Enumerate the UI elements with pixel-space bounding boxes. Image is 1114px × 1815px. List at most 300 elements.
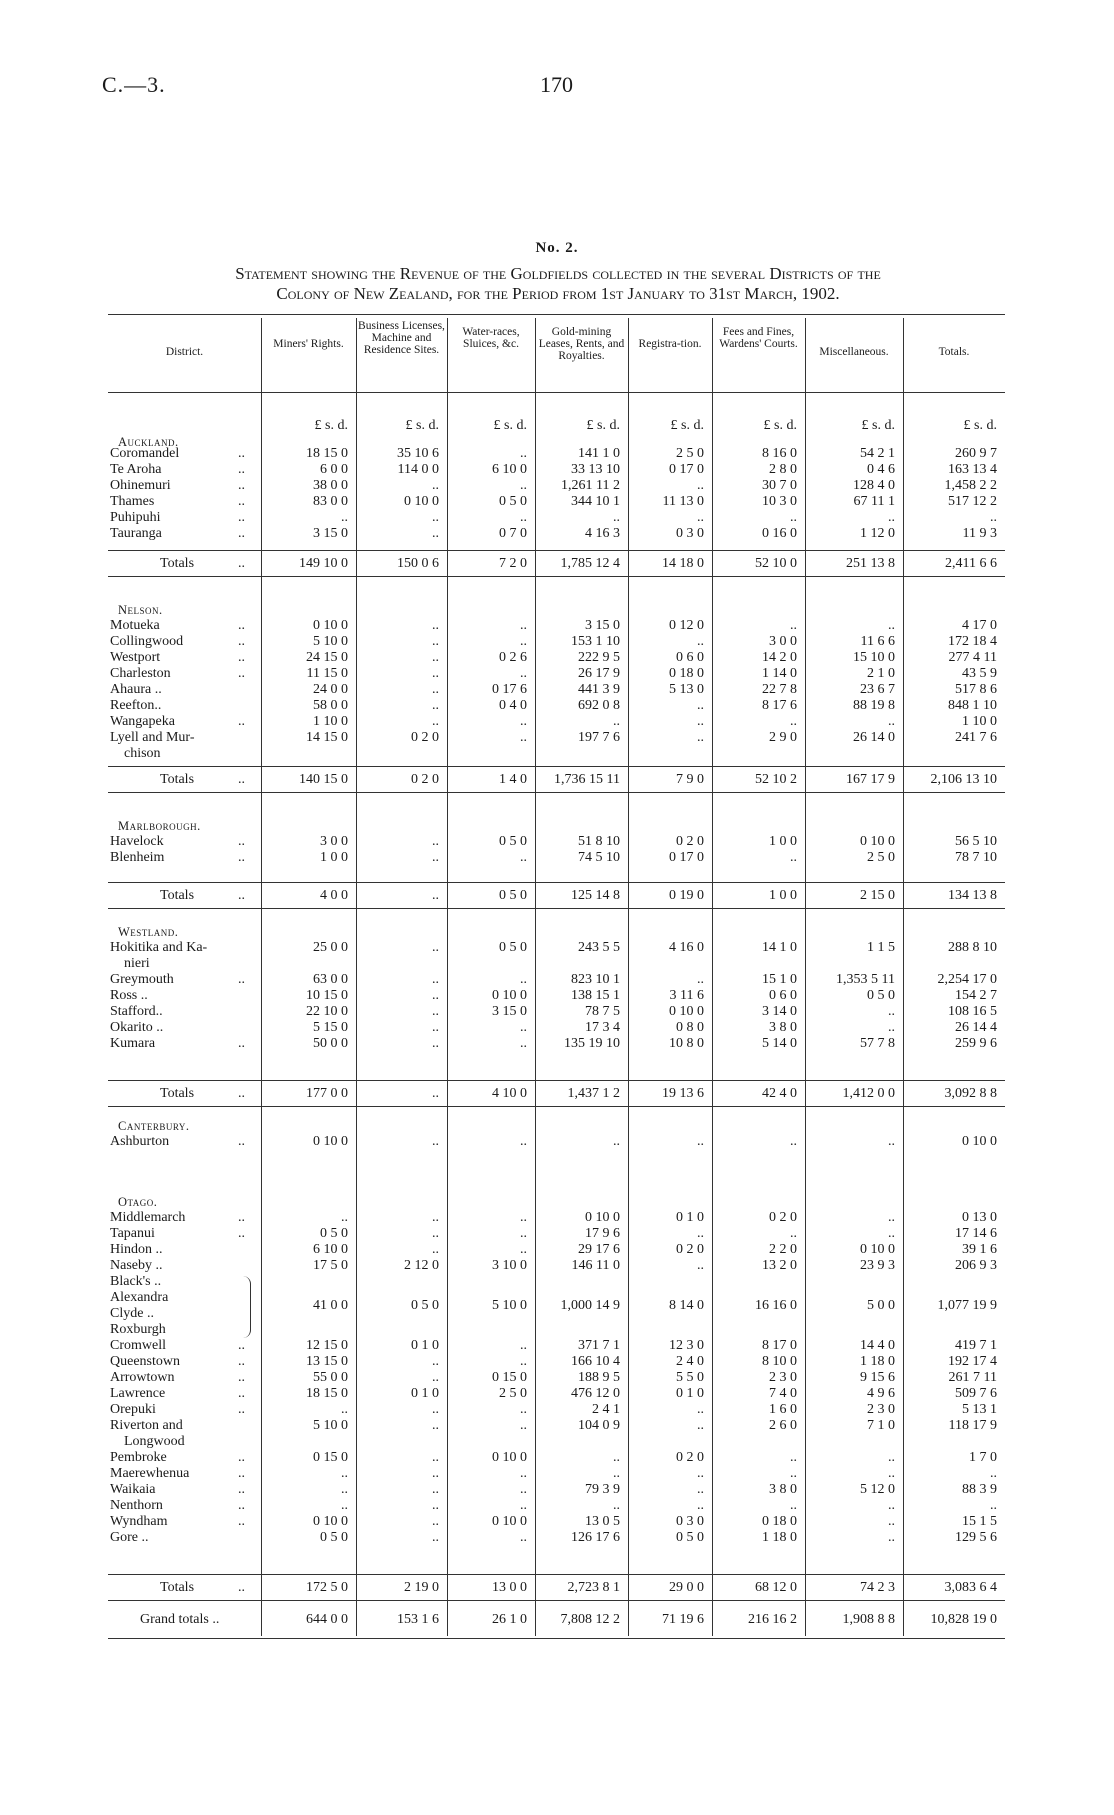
table-cell: .. [432,478,439,493]
table-cell: 166 10 4 [571,1354,620,1369]
table-cell: .. [432,714,439,729]
table-cell: 17 3 4 [585,1020,620,1035]
totals-cell: 3,092 8 8 [944,1086,997,1101]
grand-totals-cell: 26 1 0 [492,1612,527,1627]
table-cell: .. [432,682,439,697]
section-heading: Nelson. [118,603,163,617]
table-cell: .. [888,1004,895,1019]
table-cell: .. [520,1466,527,1481]
leader-dots: .. [238,666,245,681]
table-cell: 2 3 0 [769,1370,797,1385]
table-cell: .. [888,1134,895,1149]
leader-dots: .. [238,446,245,461]
totals-cell: 2 19 0 [404,1580,439,1595]
table-bottom-rule [108,1638,1005,1639]
table-cell: .. [520,1482,527,1497]
district-name: Naseby .. [110,1258,163,1273]
totals-cell: 1,785 12 4 [560,556,620,571]
table-cell: 14 1 0 [762,940,797,955]
table-cell: 0 6 0 [676,650,704,665]
table-cell: .. [790,850,797,865]
unit-label: £ s. d. [314,418,348,433]
table-cell: 0 17 0 [669,850,704,865]
leader-dots: .. [238,888,245,903]
column-header: Water-races, Sluices, &c. [462,326,520,350]
table-cell: 0 5 0 [499,494,527,509]
table-cell: 344 10 1 [571,494,620,509]
leader-dots: .. [238,494,245,509]
table-cell: .. [697,730,704,745]
table-cell: 2 9 0 [769,730,797,745]
grand-totals-cell: 10,828 19 0 [930,1612,997,1627]
table-cell: 0 15 0 [492,1370,527,1385]
table-cell: 0 18 0 [762,1514,797,1529]
district-name: Reefton.. [110,698,162,713]
totals-rule [108,766,1005,767]
table-cell: .. [790,1450,797,1465]
table-cell: 153 1 10 [571,634,620,649]
table-cell: 261 7 11 [948,1370,997,1385]
totals-cell: 140 15 0 [299,772,348,787]
table-cell: 0 10 0 [669,1004,704,1019]
table-cell: 23 6 7 [860,682,895,697]
table-cell: 56 5 10 [955,834,997,849]
totals-cell: 3,083 6 4 [944,1580,997,1595]
table-cell: 0 10 0 [492,1514,527,1529]
table-cell: 0 10 0 [313,1134,348,1149]
table-cell: .. [432,666,439,681]
table-cell: .. [613,1466,620,1481]
unit-label: £ s. d. [963,418,997,433]
table-cell: 8 16 0 [762,446,797,461]
table-cell: 4 9 6 [867,1386,895,1401]
district-name: Black's .. [110,1274,162,1289]
table-cell: 33 13 10 [571,462,620,477]
table-cell: 163 13 4 [948,462,997,477]
grand-totals-cell: 71 19 6 [662,1612,704,1627]
district-name: Arrowtown [110,1370,175,1385]
table-cell: 3 8 0 [769,1020,797,1035]
table-cell: 1 18 0 [860,1354,895,1369]
table-cell: 8 17 6 [762,698,797,713]
table-cell: .. [432,1402,439,1417]
table-cell: 118 17 9 [948,1418,997,1433]
column-header: District. [165,346,204,358]
leader-dots: .. [238,834,245,849]
table-cell: .. [697,634,704,649]
district-name: Gore .. [110,1530,149,1545]
table-cell: 192 17 4 [948,1354,997,1369]
table-cell: 128 4 0 [853,478,895,493]
table-cell: 12 15 0 [306,1338,348,1353]
table-cell: .. [520,634,527,649]
table-cell: 0 1 0 [676,1386,704,1401]
table-cell: .. [432,618,439,633]
district-name: Hokitika and Ka- [110,940,208,955]
grand-totals-cell: 644 0 0 [306,1612,348,1627]
table-cell: .. [697,1466,704,1481]
table-cell: .. [432,1498,439,1513]
column-rule [712,318,713,1636]
table-cell: 188 9 5 [578,1370,620,1385]
table-cell: 5 15 0 [313,1020,348,1035]
table-cell: 2 4 1 [592,1402,620,1417]
unit-label: £ s. d. [861,418,895,433]
district-name: Te Aroha [110,462,162,477]
totals-rule [108,1574,1005,1575]
leader-dots: .. [238,772,245,787]
district-name: Stafford.. [110,1004,163,1019]
table-cell: .. [990,1466,997,1481]
grand-totals-cell: 216 16 2 [748,1612,797,1627]
totals-label: Totals [160,1580,195,1595]
table-cell: 16 16 0 [755,1298,797,1313]
table-cell: 1 7 0 [969,1450,997,1465]
table-cell: .. [520,1036,527,1051]
totals-cell: 150 0 6 [397,556,439,571]
table-cell: .. [432,526,439,541]
table-cell: 8 14 0 [669,1298,704,1313]
table-cell: 3 15 0 [492,1004,527,1019]
table-cell: .. [432,650,439,665]
table-cell: 0 10 0 [860,1242,895,1257]
table-cell: 241 7 6 [955,730,997,745]
leader-dots: .. [238,1514,245,1529]
totals-cell: 4 10 0 [492,1086,527,1101]
district-name: Queenstown [110,1354,180,1369]
table-cell: 222 9 5 [578,650,620,665]
district-name: Thames [110,494,155,509]
district-name: Collingwood [110,634,184,649]
section-heading: Marlborough. [118,819,201,833]
table-cell: 141 1 0 [578,446,620,461]
column-rule [356,318,357,1636]
table-cell: 0 5 0 [411,1298,439,1313]
totals-bottom-rule [108,576,1005,577]
table-cell: .. [888,1466,895,1481]
table-cell: .. [790,1498,797,1513]
totals-cell: 177 0 0 [306,1086,348,1101]
leader-dots: .. [238,1210,245,1225]
table-cell: 51 8 10 [578,834,620,849]
table-cell: 5 13 0 [669,682,704,697]
totals-cell: 251 13 8 [846,556,895,571]
table-cell: .. [697,1482,704,1497]
table-cell: 206 9 3 [955,1258,997,1273]
totals-cell: 2,411 6 6 [945,556,997,571]
leader-dots: .. [238,526,245,541]
table-cell: .. [520,1210,527,1225]
table-cell: 58 0 0 [313,698,348,713]
table-cell: .. [697,510,704,525]
table-cell: 2 5 0 [499,1386,527,1401]
table-cell: 2 2 0 [769,1242,797,1257]
table-cell: .. [697,698,704,713]
table-cell: 88 19 8 [853,698,895,713]
column-rule [805,318,806,1636]
table-cell: 0 5 0 [499,940,527,955]
table-cell: 15 1 5 [962,1514,997,1529]
table-cell: 0 17 0 [669,462,704,477]
district-name: Pembroke [110,1450,167,1465]
table-cell: 12 3 0 [669,1338,704,1353]
totals-cell: 134 13 8 [948,888,997,903]
table-cell: .. [888,1514,895,1529]
column-rule [535,318,536,1636]
table-cell: 0 2 0 [411,730,439,745]
leader-dots: .. [238,1450,245,1465]
district-name: Tauranga [110,526,162,541]
table-title: No. 2. [535,240,579,256]
table-cell: 5 12 0 [860,1482,895,1497]
leader-dots: .. [238,618,245,633]
table-cell: 1,000 14 9 [560,1298,620,1313]
leader-dots: .. [238,1498,245,1513]
district-name: Middlemarch [110,1210,186,1225]
table-cell: 10 8 0 [669,1036,704,1051]
table-cell: 10 15 0 [306,988,348,1003]
table-cell: 3 15 0 [313,526,348,541]
table-cell: 4 16 0 [669,940,704,955]
table-cell: .. [432,940,439,955]
totals-cell: 1 4 0 [499,772,527,787]
table-cell: .. [432,1466,439,1481]
table-cell: .. [613,714,620,729]
table-cell: 146 11 0 [571,1258,620,1273]
table-cell: .. [432,1036,439,1051]
table-cell: 2 3 0 [867,1402,895,1417]
page-number: 170 [540,72,573,97]
table-cell: 5 10 0 [313,1418,348,1433]
district-name-cont: nieri [124,956,150,971]
table-cell: 2,254 17 0 [937,972,997,987]
totals-cell: 29 0 0 [669,1580,704,1595]
unit-label: £ s. d. [586,418,620,433]
table-cell: 9 15 6 [860,1370,895,1385]
table-cell: .. [432,834,439,849]
unit-label: £ s. d. [763,418,797,433]
table-cell: .. [520,618,527,633]
table-cell: 0 3 0 [676,526,704,541]
leader-dots: .. [238,1354,245,1369]
table-cell: .. [520,714,527,729]
unit-label: £ s. d. [493,418,527,433]
table-cell: .. [697,1134,704,1149]
totals-rule [108,882,1005,883]
totals-cell: 14 18 0 [662,556,704,571]
table-cell: .. [613,1450,620,1465]
table-cell: 24 0 0 [313,682,348,697]
column-header: Miners' Rights. [273,338,344,350]
district-name: Nenthorn [110,1498,163,1513]
table-cell: 6 0 0 [320,462,348,477]
subtitle-line-2: Colony of New Zealand, for the Period from 1st January to 31st March, 1902. [276,284,840,303]
district-name: Kumara [110,1036,156,1051]
totals-cell: .. [432,888,439,903]
column-header: Fees and Fines, Wardens' Courts. [719,326,798,350]
column-header: Miscellaneous. [819,346,889,358]
table-cell: .. [432,1134,439,1149]
table-cell: .. [520,1338,527,1353]
table-cell: .. [613,1498,620,1513]
table-cell: 692 0 8 [578,698,620,713]
table-cell: 0 10 0 [860,834,895,849]
table-cell: .. [520,1530,527,1545]
table-cell: .. [990,1498,997,1513]
table-cell: 8 17 0 [762,1338,797,1353]
leader-dots: .. [238,556,245,571]
table-cell: .. [520,478,527,493]
table-cell: 138 15 1 [571,988,620,1003]
table-cell: 3 14 0 [762,1004,797,1019]
leader-dots: .. [238,850,245,865]
totals-cell: 149 10 0 [299,556,348,571]
leader-dots: .. [238,1226,245,1241]
leader-dots: .. [238,510,245,525]
table-cell: 0 10 0 [313,618,348,633]
column-header: Totals. [938,346,970,358]
totals-cell: 0 19 0 [669,888,704,903]
grand-totals-cell: 1,908 8 8 [842,1612,895,1627]
table-cell: .. [341,1466,348,1481]
totals-cell: 0 5 0 [499,888,527,903]
table-cell: 18 15 0 [306,446,348,461]
totals-cell: 167 17 9 [846,772,895,787]
table-cell: 5 13 1 [962,1402,997,1417]
table-cell: .. [520,730,527,745]
table-top-rule [108,314,1005,315]
table-cell: 0 5 0 [676,1530,704,1545]
table-cell: 5 10 0 [492,1298,527,1313]
table-cell: 277 4 11 [948,650,997,665]
district-name: Ohinemuri [110,478,171,493]
totals-cell: 125 14 8 [571,888,620,903]
leader-dots: .. [238,1086,245,1101]
totals-label: Totals [160,556,195,571]
district-name: Ross .. [110,988,148,1003]
table-cell: .. [888,618,895,633]
totals-label: Totals [160,1086,195,1101]
table-cell: 30 7 0 [762,478,797,493]
district-name: Ahaura .. [110,682,162,697]
table-cell: 0 12 0 [669,618,704,633]
district-name: Orepuki [110,1402,156,1417]
district-name: Puhipuhi [110,510,161,525]
district-name: Wangapeka [110,714,175,729]
totals-bottom-rule [108,792,1005,793]
table-cell: .. [888,1530,895,1545]
totals-cell: 0 2 0 [411,772,439,787]
totals-cell: 7 2 0 [499,556,527,571]
table-cell: 1 10 0 [313,714,348,729]
table-cell: 1,353 5 11 [836,972,895,987]
table-cell: 78 7 10 [955,850,997,865]
table-cell: 823 10 1 [571,972,620,987]
table-cell: 104 0 9 [578,1418,620,1433]
district-name: Blenheim [110,850,165,865]
district-name: Westport [110,650,161,665]
table-cell: 441 3 9 [578,682,620,697]
table-cell: .. [432,1210,439,1225]
table-cell: 14 2 0 [762,650,797,665]
table-cell: .. [432,1514,439,1529]
table-cell: .. [888,1226,895,1241]
totals-cell: 2,723 8 1 [567,1580,620,1595]
table-cell: .. [432,1226,439,1241]
table-cell: 0 18 0 [669,666,704,681]
table-cell: 24 15 0 [306,650,348,665]
table-cell: .. [341,1210,348,1225]
table-cell: 0 4 6 [867,462,895,477]
column-header: Registra-tion. [638,338,702,350]
table-cell: 0 10 0 [585,1210,620,1225]
table-cell: 26 17 9 [578,666,620,681]
table-cell: 3 15 0 [585,618,620,633]
table-cell: 5 14 0 [762,1036,797,1051]
table-cell: 2 6 0 [769,1418,797,1433]
totals-cell: 52 10 2 [755,772,797,787]
table-cell: 14 4 0 [860,1338,895,1353]
column-rule [447,318,448,1636]
table-cell: 18 15 0 [306,1386,348,1401]
table-cell: 0 5 0 [867,988,895,1003]
leader-dots: .. [238,714,245,729]
table-cell: 0 10 0 [492,988,527,1003]
column-rule [903,318,904,1636]
table-cell: 55 0 0 [313,1370,348,1385]
grand-totals-cell: 153 1 6 [397,1612,439,1627]
section-heading: Westland. [118,925,179,939]
table-cell: 2 4 0 [676,1354,704,1369]
table-cell: 419 7 1 [955,1338,997,1353]
table-cell: .. [432,634,439,649]
district-name: Riverton and [110,1418,183,1433]
table-cell: 0 16 0 [762,526,797,541]
table-cell: .. [520,1226,527,1241]
table-cell: .. [432,1242,439,1257]
table-cell: .. [432,972,439,987]
leader-dots: .. [238,1482,245,1497]
table-cell: .. [341,1482,348,1497]
district-name: Waikaia [110,1482,156,1497]
table-cell: 0 5 0 [320,1226,348,1241]
leader-dots: .. [238,972,245,987]
table-cell: 1,261 11 2 [561,478,620,493]
table-cell: 3 10 0 [492,1258,527,1273]
table-cell: 517 8 6 [955,682,997,697]
table-cell: .. [790,1466,797,1481]
table-cell: 243 5 5 [578,940,620,955]
table-cell: 0 5 0 [499,834,527,849]
table-cell: .. [520,666,527,681]
leader-dots: .. [238,1338,245,1353]
table-cell: 371 7 1 [578,1338,620,1353]
table-cell: 88 3 9 [962,1482,997,1497]
table-cell: 0 1 0 [411,1386,439,1401]
table-cell: 0 10 0 [313,1514,348,1529]
unit-label: £ s. d. [405,418,439,433]
table-cell: 1,458 2 2 [944,478,997,493]
table-cell: 288 8 10 [948,940,997,955]
table-cell: 172 18 4 [948,634,997,649]
district-name: Wyndham [110,1514,168,1529]
table-cell: 2 8 0 [769,462,797,477]
table-cell: 54 2 1 [860,446,895,461]
table-cell: 1 10 0 [962,714,997,729]
district-name: Cromwell [110,1338,166,1353]
table-cell: 0 7 0 [499,526,527,541]
district-name: Hindon .. [110,1242,163,1257]
